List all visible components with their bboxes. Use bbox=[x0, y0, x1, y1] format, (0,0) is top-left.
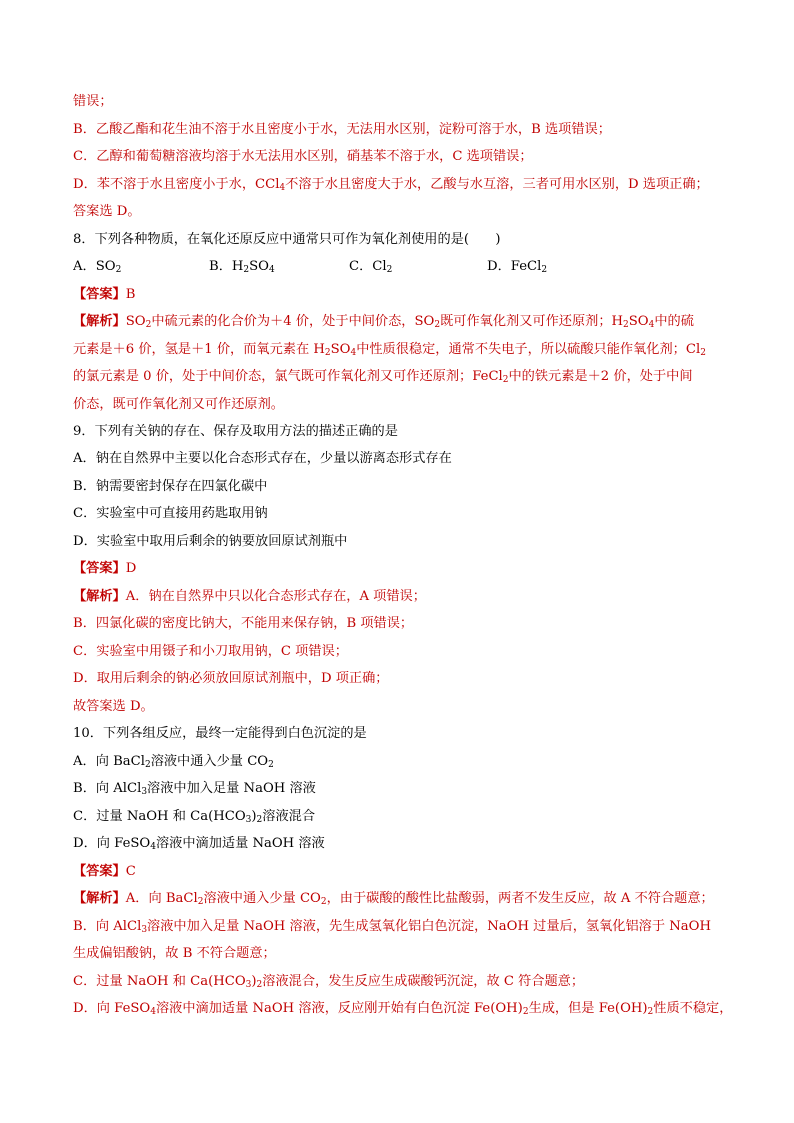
question-10-option-b: B．向 AlCl$_3$溶液中加入足量 NaOH 溶液 bbox=[73, 781, 316, 797]
question-8-analysis: 【解析】$SO_2$中硫元素的化合价为＋4 价，处于中间价态，$SO_2$既可作氧化剂又可作还原剂；$H_2SO_4$中的硫 bbox=[73, 314, 694, 330]
question-8-analysis: 元素是＋6 价，氢是＋1 价，而氧元素在 $H_2SO_4$中性质很稳定，通常不失电子，所以硫酸只能作氧化剂；$Cl_2$ bbox=[73, 342, 706, 358]
option-b: B．$H_2SO_4$ bbox=[209, 259, 275, 275]
question-10-option-c: C．过量 NaOH 和 $Ca(HCO_3)_2$溶液混合 bbox=[73, 809, 316, 825]
question-10-analysis: D．向 FeSO$_4$溶液中滴加适量 NaOH 溶液，反应刚开始有白色沉淀 $Fe(OH)_2$生成，但是 $Fe(OH)_2$性质不稳定， bbox=[73, 1001, 733, 1017]
question-9-analysis: C．实验室中用镊子和小刀取用钠，C 项错误； bbox=[73, 644, 348, 659]
option-a: A．$SO_2$ bbox=[73, 259, 122, 275]
question-9-stem: 9．下列有关钠的存在、保存及取用方法的描述正确的是 bbox=[73, 424, 398, 439]
question-10-option-d: D．向 FeSO$_4$溶液中滴加适量 NaOH 溶液 bbox=[73, 836, 325, 852]
question-10-analysis: C．过量 NaOH 和 $Ca(HCO_3)_2$溶液混合，发生反应生成碳酸钙沉淀，故 C 符合题意； bbox=[73, 974, 585, 990]
analysis-line: 错误； bbox=[73, 94, 113, 109]
question-8-stem: 8．下列各种物质，在氧化还原反应中通常只可作为氧化剂使用的是( ) bbox=[73, 232, 501, 247]
question-8-analysis: 的氯元素是 0 价，处于中间价态，氯气既可作氧化剂又可作还原剂；FeCl$_2$中的铁元素是＋2 价，处于中间 bbox=[73, 369, 693, 385]
question-9-option-d: D．实验室中取用后剩余的钠要放回原试剂瓶中 bbox=[73, 534, 348, 549]
analysis-line: C．乙醇和葡萄糖溶液均溶于水无法用水区别，硝基苯不溶于水，C 选项错误； bbox=[73, 149, 533, 164]
question-10-stem: 10．下列各组反应，最终一定能得到白色沉淀的是 bbox=[73, 726, 367, 741]
question-9-analysis: 故答案选 D。 bbox=[73, 699, 154, 714]
question-10-option-a: A．向 BaCl$_2$溶液中通入少量 $CO_2$ bbox=[73, 754, 274, 770]
question-8-analysis: 价态，既可作氧化剂又可作还原剂。 bbox=[73, 397, 284, 412]
analysis-line: B．乙酸乙酯和花生油不溶于水且密度小于水，无法用水区别，淀粉可溶于水，B 选项错误； bbox=[73, 122, 611, 137]
question-9-answer: 【答案】D bbox=[73, 561, 137, 576]
question-9-option-c: C．实验室中可直接用药匙取用钠 bbox=[73, 506, 268, 521]
option-d: D．FeCl$_2$ bbox=[487, 259, 548, 275]
question-9-option-b: B．钠需要密封保存在四氯化碳中 bbox=[73, 479, 268, 494]
question-10-answer: 【答案】C bbox=[73, 864, 136, 879]
question-10-analysis: 生成偏铝酸钠，故 B 不符合题意； bbox=[73, 946, 276, 961]
question-8-options bbox=[73, 258, 733, 276]
analysis-line: 答案选 D。 bbox=[73, 204, 141, 219]
question-9-analysis: 【解析】A．钠在自然界中只以化合态形式存在，A 项错误； bbox=[73, 589, 426, 604]
option-c: C．$Cl_2$ bbox=[349, 259, 393, 275]
question-9-analysis: D．取用后剩余的钠必须放回原试剂瓶中，D 项正确； bbox=[73, 671, 389, 686]
analysis-line: D．苯不溶于水且密度小于水，CCl$_4$不溶于水且密度大于水，乙酸与水互溶，三者可用水区别，D 选项正确； bbox=[73, 177, 709, 193]
question-10-analysis: 【解析】A．向 BaCl$_2$溶液中通入少量 $CO_2$，由于碳酸的酸性比盐酸弱，两者不发生反应，故 A 不符合题意； bbox=[73, 891, 714, 907]
question-10-analysis: B．向 AlCl$_3$溶液中加入足量 NaOH 溶液，先生成氢氧化铝白色沉淀，NaOH 过量后，氢氧化铝溶于 NaOH bbox=[73, 919, 711, 935]
question-8-answer: 【答案】B bbox=[73, 287, 136, 302]
question-9-analysis: B．四氯化碳的密度比钠大，不能用来保存钠，B 项错误； bbox=[73, 616, 414, 631]
question-9-option-a: A．钠在自然界中主要以化合态形式存在，少量以游离态形式存在 bbox=[73, 451, 452, 466]
